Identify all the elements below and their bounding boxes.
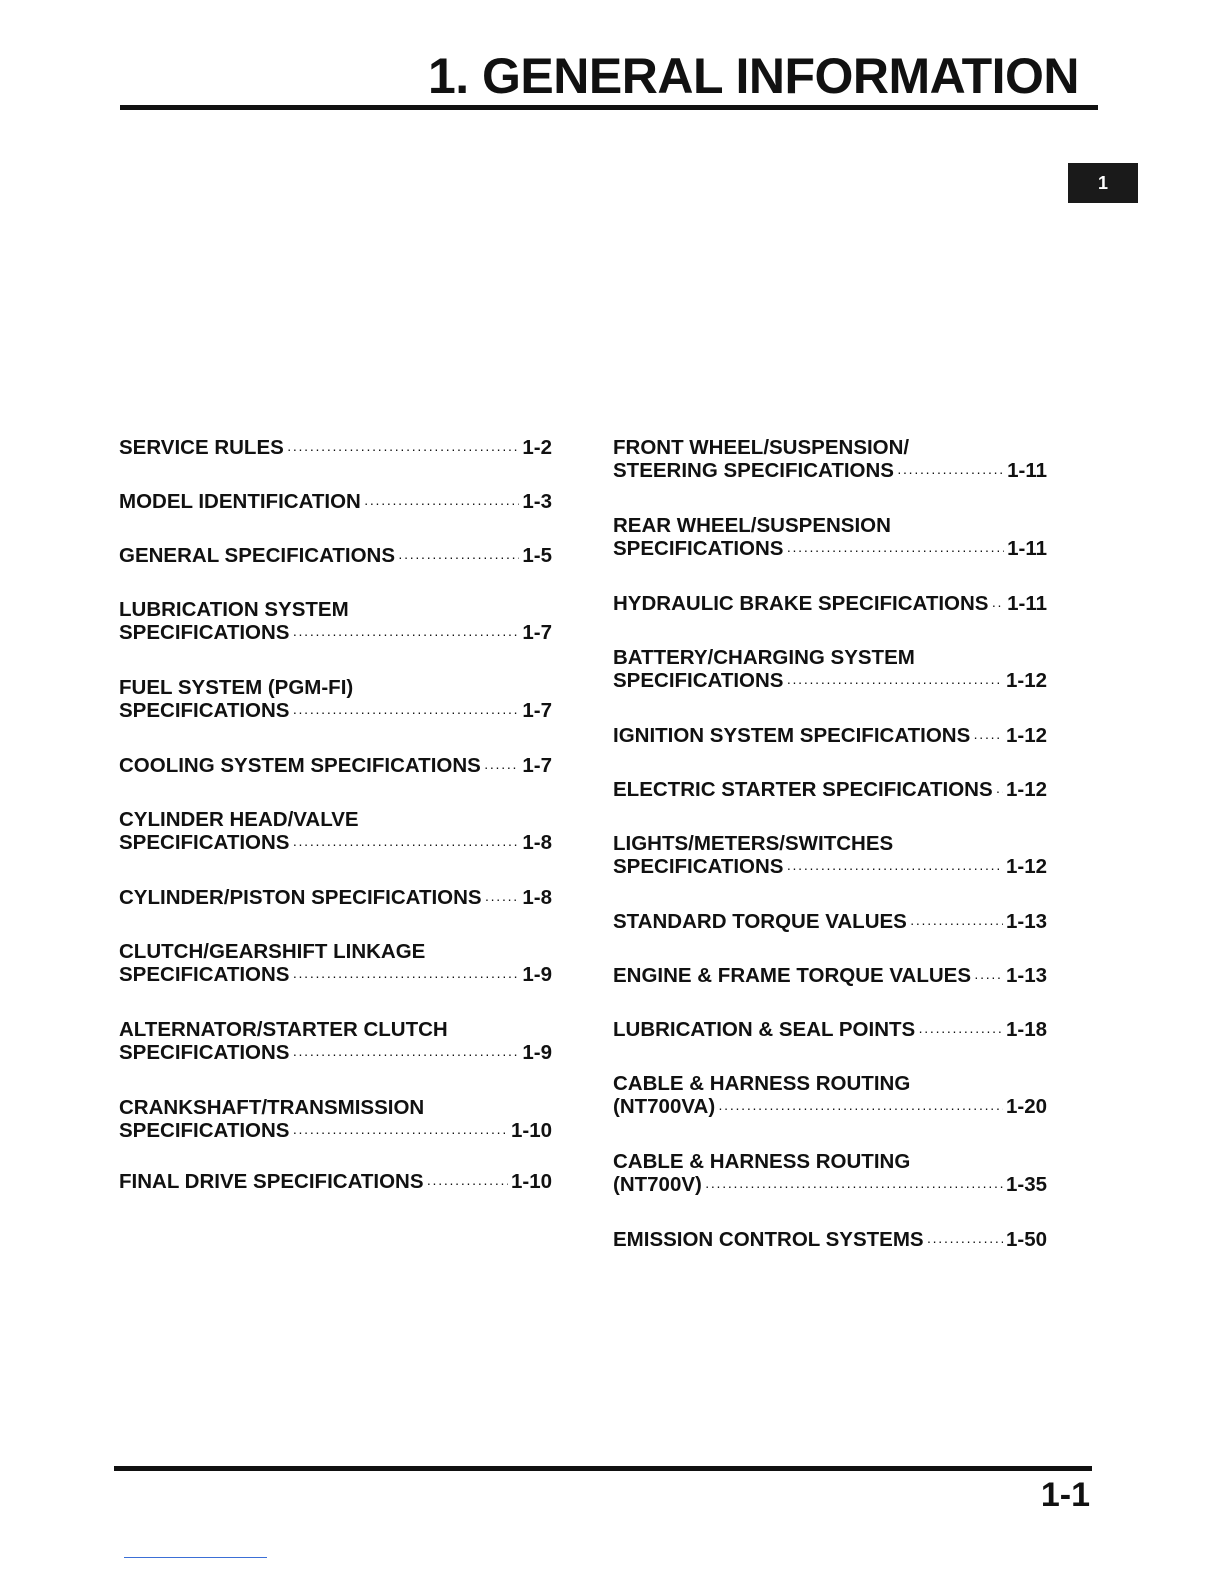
toc-entry-label: FRONT WHEEL/SUSPENSION/	[613, 436, 910, 459]
toc-entry[interactable]	[119, 436, 552, 461]
toc-entry-label: COOLING SYSTEM SPECIFICATIONS	[119, 754, 481, 777]
toc-entry-label: CYLINDER HEAD/VALVE	[119, 808, 359, 831]
toc-entry-page: 1-12	[1005, 669, 1047, 692]
toc-entry-label: ELECTRIC STARTER SPECIFICATIONS	[613, 778, 993, 801]
toc-entry[interactable]	[613, 1072, 1047, 1120]
dot-leader	[427, 1172, 508, 1195]
toc-entry-page: 1-35	[1005, 1173, 1047, 1196]
dot-leader	[897, 461, 1004, 484]
toc-entry-page: 1-12	[1005, 778, 1047, 801]
toc-entry[interactable]	[613, 1150, 1047, 1198]
dot-leader	[718, 1097, 1003, 1120]
toc-entry-page: 1-18	[1005, 1018, 1047, 1041]
toc-entry-label: STANDARD TORQUE VALUES	[613, 910, 907, 933]
toc-entry-page: 1-11	[1007, 459, 1047, 482]
toc-entry-label: CABLE & HARNESS ROUTING	[613, 1072, 911, 1095]
toc-entry[interactable]	[613, 724, 1047, 749]
toc-entry[interactable]	[119, 1018, 552, 1066]
dot-leader	[287, 438, 520, 461]
toc-entry-label: SPECIFICATIONS	[119, 1119, 290, 1142]
toc-entry-label: HYDRAULIC BRAKE SPECIFICATIONS	[613, 592, 989, 615]
toc-entry[interactable]	[119, 808, 552, 856]
toc-entry-label: MODEL IDENTIFICATION	[119, 490, 361, 513]
toc-entry-label: BATTERY/CHARGING SYSTEM	[613, 646, 915, 669]
toc-entry-label: FUEL SYSTEM (PGM-FI)	[119, 676, 354, 699]
dot-leader	[786, 539, 1004, 562]
page-title: 1. GENERAL INFORMATION	[427, 48, 1079, 104]
toc-entry-label: SERVICE RULES	[119, 436, 284, 459]
toc-entry-label: CLUTCH/GEARSHIFT LINKAGE	[119, 940, 426, 963]
toc-entry[interactable]	[119, 886, 552, 911]
dot-leader	[484, 756, 520, 779]
toc-entry-page: 1-50	[1005, 1228, 1047, 1251]
toc-entry-label: FINAL DRIVE SPECIFICATIONS	[119, 1170, 424, 1193]
toc-entry[interactable]	[613, 832, 1047, 880]
dot-leader	[364, 492, 520, 515]
toc-entry-label: SPECIFICATIONS	[613, 537, 784, 560]
toc-entry-label: CYLINDER/PISTON SPECIFICATIONS	[119, 886, 482, 909]
toc-entry[interactable]	[119, 676, 552, 724]
toc-entry-label: EMISSION CONTROL SYSTEMS	[613, 1228, 924, 1251]
toc-entry-page: 1-7	[522, 699, 552, 722]
toc-entry-page: 1-8	[522, 831, 552, 854]
toc-entry[interactable]	[613, 778, 1047, 803]
dot-leader	[292, 965, 519, 988]
toc-entry-label: SPECIFICATIONS	[613, 669, 784, 692]
toc-entry-page: 1-9	[522, 963, 552, 986]
toc-entry-label: LIGHTS/METERS/SWITCHES	[613, 832, 894, 855]
toc-entry-label: SPECIFICATIONS	[613, 855, 784, 878]
toc-entry-label: LUBRICATION SYSTEM	[119, 598, 349, 621]
toc-entry-page: 1-9	[522, 1041, 552, 1064]
dot-leader	[485, 888, 520, 911]
toc-entry-label: SPECIFICATIONS	[119, 831, 290, 854]
toc-entry-page: 1-8	[522, 886, 552, 909]
toc-entry-page: 1-11	[1007, 537, 1047, 560]
toc-entry-label: CRANKSHAFT/TRANSMISSION	[119, 1096, 425, 1119]
toc-entry[interactable]	[613, 514, 1047, 562]
toc-entry-label: SPECIFICATIONS	[119, 621, 290, 644]
toc-entry-page: 1-5	[522, 544, 552, 567]
dot-leader	[705, 1175, 1003, 1198]
toc-entry-label: SPECIFICATIONS	[119, 963, 290, 986]
toc-entry-page: 1-3	[522, 490, 552, 513]
dot-leader	[991, 594, 1004, 617]
dot-leader	[973, 726, 1003, 749]
toc-entry[interactable]	[119, 754, 552, 779]
link-underline	[124, 1557, 267, 1558]
toc-entry[interactable]	[613, 1018, 1047, 1043]
toc-entry-page: 1-2	[522, 436, 552, 459]
toc-entry[interactable]	[613, 436, 1047, 484]
toc-entry-label: CABLE & HARNESS ROUTING	[613, 1150, 911, 1173]
page-number: 1-1	[1040, 1476, 1090, 1514]
dot-leader	[786, 671, 1003, 694]
dot-leader	[927, 1230, 1003, 1253]
dot-leader	[398, 546, 519, 569]
toc-entry-page: 1-13	[1005, 910, 1047, 933]
toc-entry-page: 1-10	[510, 1119, 552, 1142]
toc-entry[interactable]	[119, 1096, 552, 1144]
dot-leader	[996, 780, 1003, 803]
toc-entry-label: ALTERNATOR/STARTER CLUTCH	[119, 1018, 448, 1041]
toc-entry-page: 1-10	[510, 1170, 552, 1193]
toc-entry-label: ENGINE & FRAME TORQUE VALUES	[613, 964, 972, 987]
toc-entry[interactable]	[119, 598, 552, 646]
toc-entry[interactable]	[119, 1170, 552, 1195]
toc-entry-page: 1-20	[1005, 1095, 1047, 1118]
dot-leader	[292, 701, 519, 724]
footer-rule	[114, 1466, 1092, 1471]
toc-entry-label: LUBRICATION & SEAL POINTS	[613, 1018, 916, 1041]
toc-entry-page: 1-12	[1005, 855, 1047, 878]
toc-entry-page: 1-11	[1007, 592, 1047, 615]
dot-leader	[292, 623, 519, 646]
toc-entry[interactable]	[613, 964, 1047, 989]
toc-entry[interactable]	[613, 910, 1047, 935]
toc-entry[interactable]	[613, 592, 1047, 617]
toc-entry-label: REAR WHEEL/SUSPENSION	[613, 514, 891, 537]
toc-entry-page: 1-7	[522, 621, 552, 644]
toc-entry-label: SPECIFICATIONS	[119, 699, 290, 722]
header-rule	[120, 105, 1098, 110]
toc-entry-label: IGNITION SYSTEM SPECIFICATIONS	[613, 724, 971, 747]
dot-leader	[786, 857, 1003, 880]
dot-leader	[974, 966, 1003, 989]
dot-leader	[918, 1020, 1003, 1043]
toc-entry-label: (NT700V)	[613, 1173, 702, 1196]
toc-entry-page: 1-12	[1005, 724, 1047, 747]
toc-entry[interactable]	[119, 940, 552, 988]
toc-entry-label: GENERAL SPECIFICATIONS	[119, 544, 396, 567]
toc-entry[interactable]	[119, 544, 552, 569]
section-tab: 1	[1068, 163, 1138, 203]
toc-entry[interactable]	[613, 646, 1047, 694]
toc-entry-page: 1-13	[1005, 964, 1047, 987]
dot-leader	[910, 912, 1003, 935]
toc-entry-label: STEERING SPECIFICATIONS	[613, 459, 894, 482]
toc-entry-page: 1-7	[522, 754, 552, 777]
toc-entry[interactable]	[119, 490, 552, 515]
dot-leader	[292, 833, 519, 856]
dot-leader	[292, 1043, 519, 1066]
toc-entry-label: (NT700VA)	[613, 1095, 716, 1118]
toc-entry-label: SPECIFICATIONS	[119, 1041, 290, 1064]
dot-leader	[292, 1121, 508, 1144]
toc-entry[interactable]	[613, 1228, 1047, 1253]
